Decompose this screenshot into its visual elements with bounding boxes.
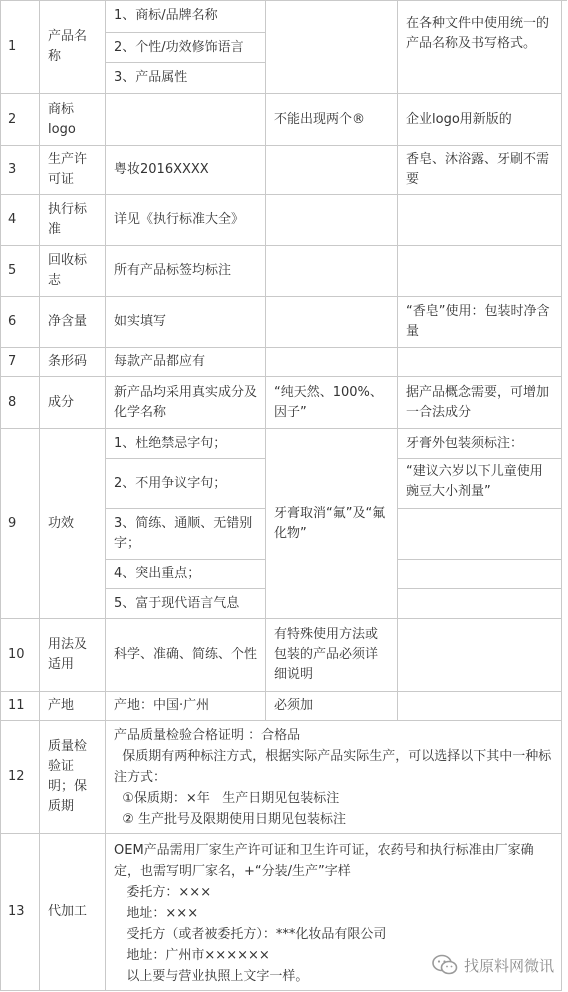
row-number: 8: [0, 377, 40, 429]
note-cell: [266, 246, 398, 297]
note-cell: [266, 348, 398, 377]
wechat-icon: [432, 954, 458, 976]
row-number: 1: [0, 0, 40, 94]
row-number: 6: [0, 297, 40, 348]
requirement-cell: 3、产品属性: [106, 63, 266, 94]
note-cell: 有特殊使用方法或包装的产品必须详细说明: [266, 619, 398, 692]
remark-cell: 据产品概念需要，可增加一合法成分: [398, 377, 562, 429]
remark-cell: [398, 619, 562, 692]
note-cell: [266, 195, 398, 246]
remark-cell: “香皂”使用：包装时净含量: [398, 297, 562, 348]
requirement-cell: 2、不用争议字句；: [106, 459, 266, 509]
requirement-cell: 粤妆2016XXXX: [106, 146, 266, 195]
requirement-cell: 如实填写: [106, 297, 266, 348]
row-number: 11: [0, 692, 40, 721]
note-cell: [266, 146, 398, 195]
watermark: [428, 952, 558, 978]
remark-cell: [398, 509, 562, 560]
note-cell: “纯天然、100%、因子”: [266, 377, 398, 429]
item-name: 执行标准: [40, 195, 106, 246]
quality-certificate-text: 产品质量检验合格证明 ：合格品 保质期有两种标注方式，根据实际产品实际生产，可以选择以下其中一种标注方式： ①保质期：×年 生产日期见包装标注 ② 生产批号及限期使用日期见包装标注: [106, 721, 562, 834]
requirement-cell: 新产品均采用真实成分及化学名称: [106, 377, 266, 429]
requirement-cell: 1、商标/品牌名称: [106, 0, 266, 33]
row-number: 12: [0, 721, 40, 834]
item-name: 净含量: [40, 297, 106, 348]
note-cell: [266, 297, 398, 348]
row-number: 13: [0, 834, 40, 991]
remark-cell: [398, 560, 562, 589]
requirement-cell: 5、富于现代语言气息: [106, 589, 266, 619]
requirement-cell: 产地：中国·广州: [106, 692, 266, 721]
item-name: 质量检验证明；保质期: [40, 721, 106, 834]
row-number: 5: [0, 246, 40, 297]
remark-cell: [398, 589, 562, 619]
item-name: 生产许可证: [40, 146, 106, 195]
watermark-text: 找原料网微讯: [463, 956, 554, 975]
remark-cell: 在各种文件中使用统一的产品名称及书写格式。: [398, 0, 562, 94]
requirement-cell: 3、简练、通顺、无错别字；: [106, 509, 266, 560]
item-name: 代加工: [40, 834, 106, 991]
item-name: 商标logo: [40, 94, 106, 146]
row-number: 9: [0, 429, 40, 619]
item-name: 条形码: [40, 348, 106, 377]
requirement-cell: [106, 94, 266, 146]
row-number: 10: [0, 619, 40, 692]
requirement-cell: 1、杜绝禁忌字句；: [106, 429, 266, 459]
item-name: 用法及适用: [40, 619, 106, 692]
requirement-cell: 科学、准确、简练、个性: [106, 619, 266, 692]
row-number: 4: [0, 195, 40, 246]
requirement-cell: 2、个性/功效修饰语言: [106, 33, 266, 63]
remark-cell: “建议六岁以下儿童使用豌豆大小剂量”: [398, 459, 562, 509]
requirement-cell: 4、突出重点；: [106, 560, 266, 589]
remark-cell: 牙膏外包装须标注：: [398, 429, 562, 459]
item-name: 功效: [40, 429, 106, 619]
requirement-cell: 每款产品都应有: [106, 348, 266, 377]
remark-cell: [398, 195, 562, 246]
note-cell: 必须加: [266, 692, 398, 721]
row-number: 2: [0, 94, 40, 146]
remark-cell: 香皂、沐浴露、牙刷不需要: [398, 146, 562, 195]
row-number: 3: [0, 146, 40, 195]
item-name: 成分: [40, 377, 106, 429]
row-number: 7: [0, 348, 40, 377]
remark-cell: [398, 692, 562, 721]
item-name: 产品名称: [40, 0, 106, 94]
item-name: 回收标志: [40, 246, 106, 297]
item-name: 产地: [40, 692, 106, 721]
oem-requirements-text: OEM产品需用厂家生产许可证和卫生许可证，农药号和执行标准由厂家确定，也需写明厂家名，+“分装/生产”字样 委托方：××× 地址：××× 受托方（或者被委托方）：***化妆品有限公司 地址：广州市×××××× 以上要与营业执照上文字一样。: [106, 834, 562, 991]
remark-cell: 企业logo用新版的: [398, 94, 562, 146]
remark-cell: [398, 246, 562, 297]
note-cell: 牙膏取消“氟”及“氟化物”: [266, 429, 398, 619]
remark-cell: [398, 348, 562, 377]
requirement-cell: 所有产品标签均标注: [106, 246, 266, 297]
requirement-cell: 详见《执行标准大全》: [106, 195, 266, 246]
note-cell: [266, 0, 398, 94]
note-cell: 不能出现两个®: [266, 94, 398, 146]
